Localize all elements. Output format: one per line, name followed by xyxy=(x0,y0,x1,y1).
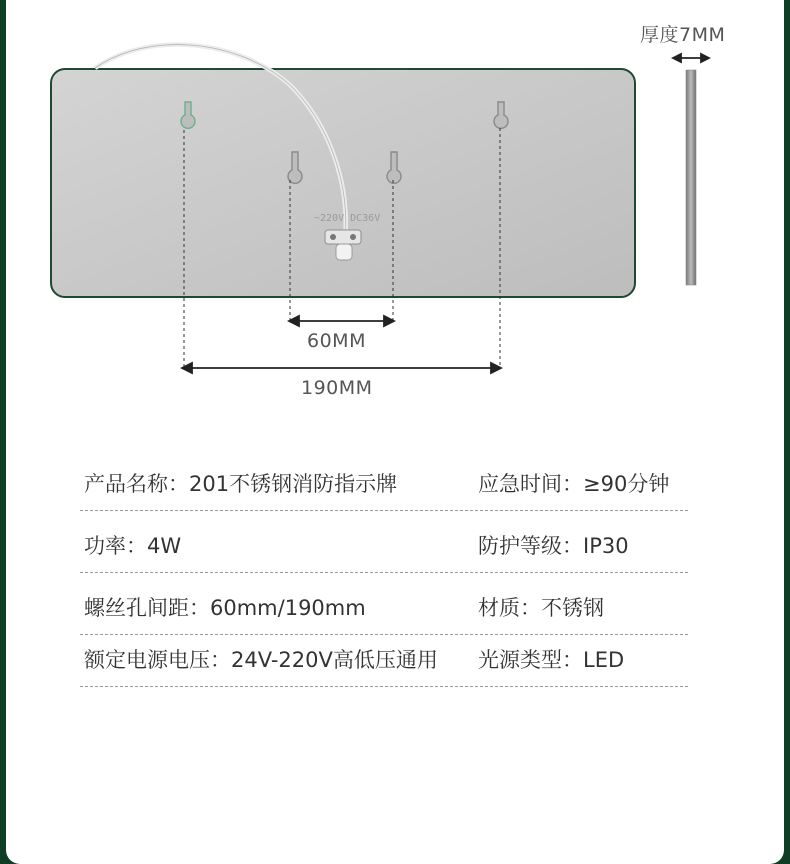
hole-spacing-60mm-label: 60MM xyxy=(307,330,366,352)
dimension-arrow-190mm xyxy=(182,363,501,373)
spec-power: 功率：4W xyxy=(84,534,182,558)
hole-spacing-190mm-label: 190MM xyxy=(301,377,373,399)
spec-product-name: 产品名称：201不锈钢消防指示牌 xyxy=(84,472,398,496)
thickness-arrow xyxy=(673,54,709,62)
spec-screw-hole-spacing: 螺丝孔间距：60mm/190mm xyxy=(84,596,366,620)
side-profile-bar xyxy=(686,70,696,285)
back-panel-illustration xyxy=(0,0,790,420)
spec-protection-grade: 防护等级：IP30 xyxy=(478,534,629,558)
spec-light-source: 光源类型：LED xyxy=(478,648,625,672)
product-diagram xyxy=(0,0,790,420)
dimension-arrow-60mm xyxy=(289,316,394,326)
spec-row xyxy=(80,450,688,511)
thickness-label: 厚度7MM xyxy=(640,24,726,46)
spec-material: 材质：不锈钢 xyxy=(478,596,604,620)
spec-row xyxy=(80,626,688,687)
spec-row xyxy=(80,512,688,573)
spec-emergency-time: 应急时间：≥90分钟 xyxy=(478,472,670,496)
spec-rated-voltage: 额定电源电压：24V-220V高低压通用 xyxy=(84,648,438,672)
panel-voltage-print: ~220V DC36V xyxy=(314,213,381,224)
